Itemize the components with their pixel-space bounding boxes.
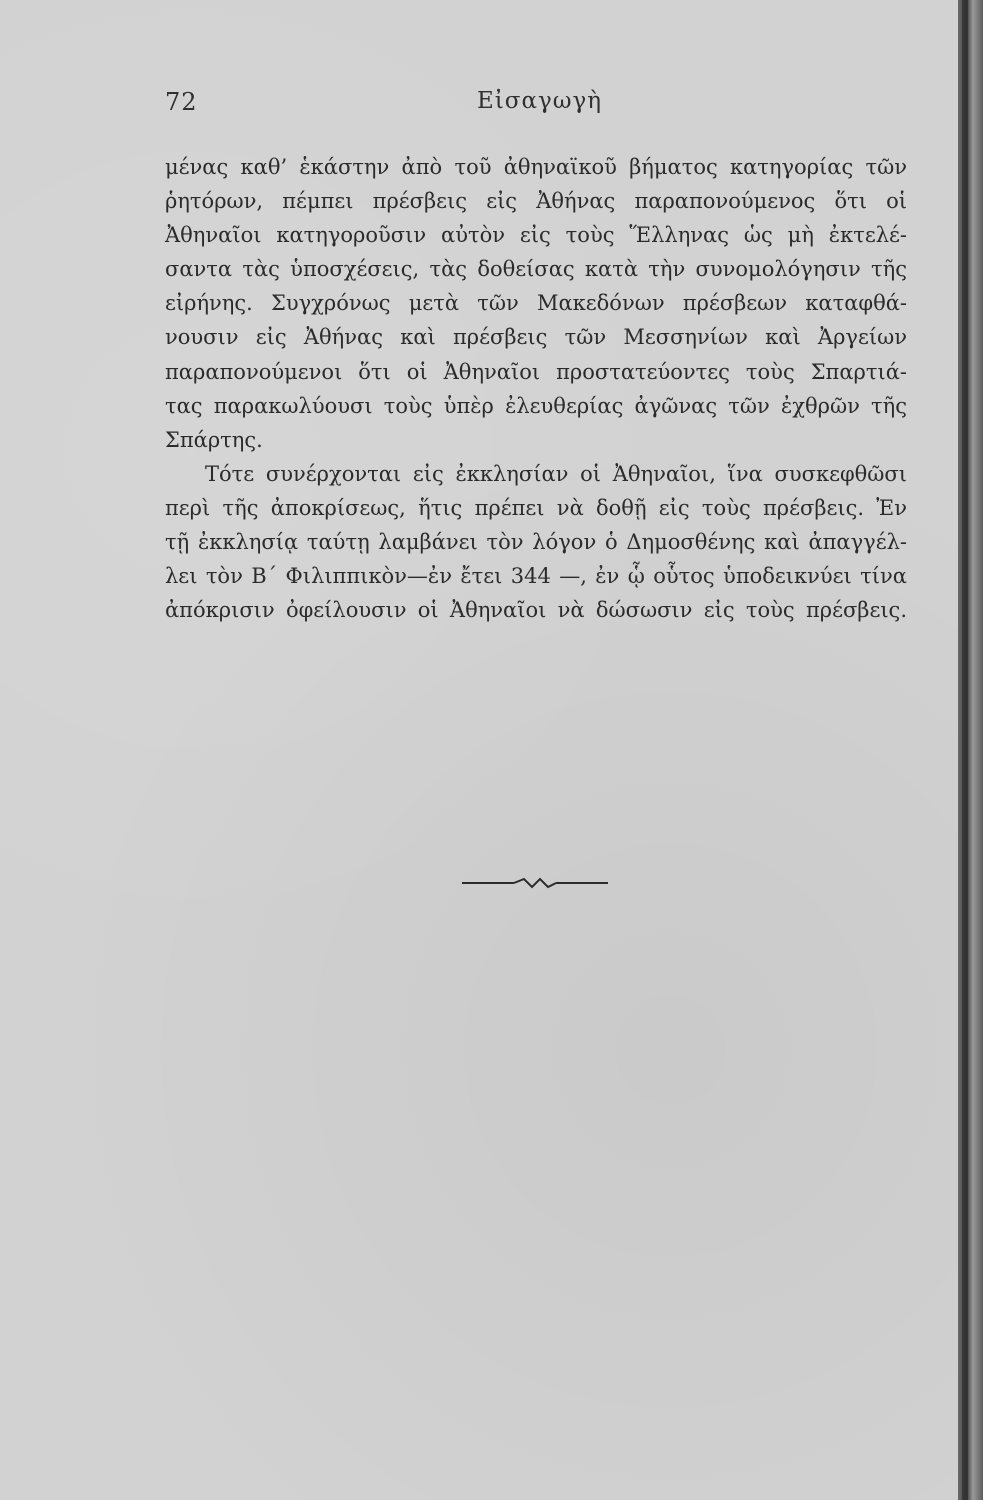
text-line: μένας καθ’ ἑκάστην ἀπὸ τοῦ ἀθηναϊκοῦ βήματος κατηγορίας τῶν [165,155,907,179]
text-line: παραπονούμενοι ὅτι οἱ Ἀθηναῖοι προστατεύοντες τοὺς Σπαρτιά- [165,359,907,384]
page-header [165,88,907,128]
text-line: Ἀθηναῖοι κατηγοροῦσιν αὐτὸν εἰς τοὺς Ἕλληνας ὡς μὴ ἐκτελέ- [165,223,907,248]
page-number: 72 [165,88,198,116]
text-line: ἀπόκρισιν ὀφείλουσιν οἱ Ἀθηναῖοι νὰ δώσωσιν εἰς τοὺς πρέσβεις. [165,598,907,623]
section-ornament [462,872,608,894]
text-line: νουσιν εἰς Ἀθήνας καὶ πρέσβεις τῶν Μεσσηνίων καὶ Ἀργείων [165,325,907,350]
text-line: ῥητόρων, πέμπει πρέσβεις εἰς Ἀθήνας παραπονούμενος ὅτι οἱ [165,189,907,214]
paragraph-1 [165,150,907,457]
text-line: σαντα τὰς ὑποσχέσεις, τὰς δοθείσας κατὰ τὴν συνομολόγησιν τῆς [165,257,907,282]
text-line: περὶ τῆς ἀποκρίσεως, ἥτις πρέπει νὰ δοθῇ εἰς τοὺς πρέσβεις. Ἐν [165,495,907,520]
book-spine-shadow [962,0,968,1500]
text-line: τας παρακωλύουσι τοὺς ὑπὲρ ἐλευθερίας ἀγῶνας τῶν ἐχθρῶν τῆς [165,393,907,418]
body-text [165,150,907,627]
text-line: Σπάρτης. [165,427,263,452]
paragraph-2 [165,457,907,627]
text-line: λει τὸν Β΄ Φιλιππικὸν—ἐν ἔτει 344 —, ἐν ᾧ οὗτος ὑποδεικνύει τίνα [165,564,907,589]
running-title: Εἰσαγωγὴ [477,88,603,114]
text-line: τῇ ἐκκλησίᾳ ταύτῃ λαμβάνει τὸν λόγον ὁ Δημοσθένης καὶ ἀπαγγέλ- [165,530,907,555]
text-line: εἰρήνης. Συγχρόνως μετὰ τῶν Μακεδόνων πρέσβεων καταφθά- [165,291,907,316]
text-line: Τότε συνέρχονται εἰς ἐκκλησίαν οἱ Ἀθηναῖοι, ἵνα συσκεφθῶσι [205,461,907,486]
